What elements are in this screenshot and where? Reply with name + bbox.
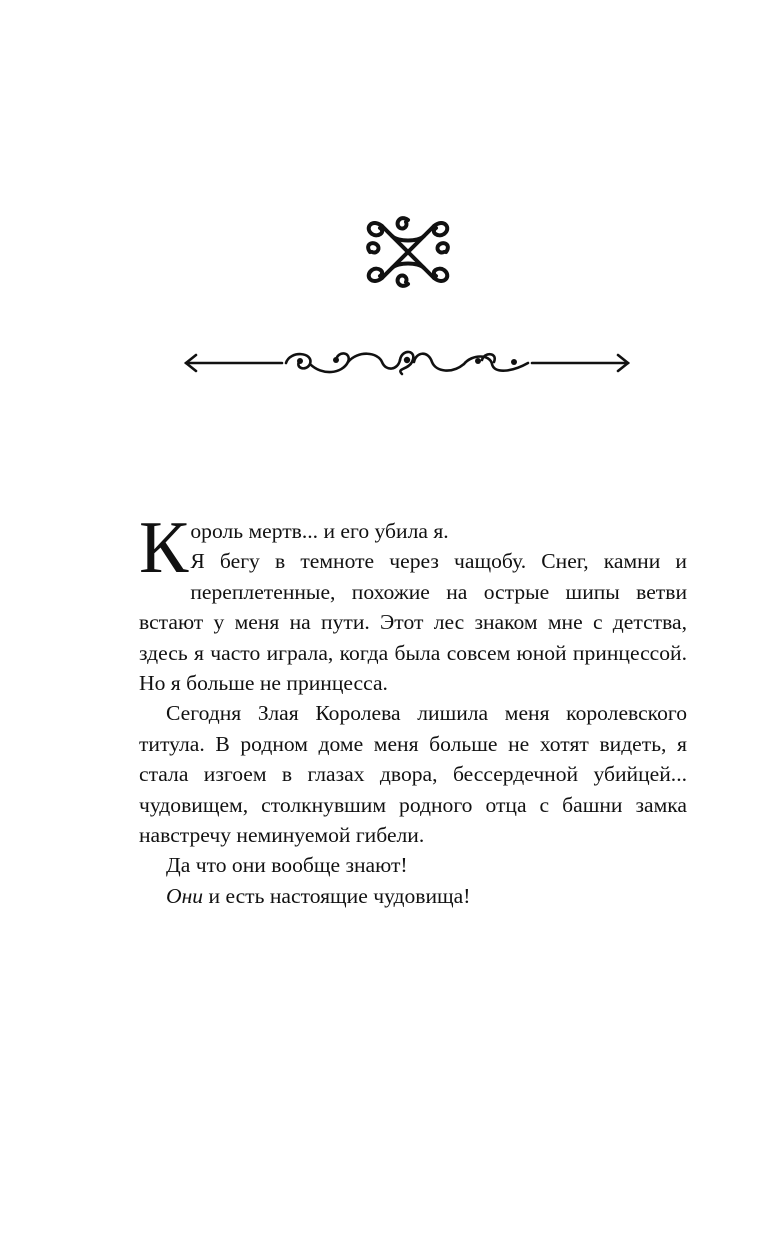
first-line-text: ороль мертв... и его убила я. xyxy=(190,519,449,543)
paragraph-4-text: и есть настоящие чудовища! xyxy=(203,883,471,908)
celtic-knot-ornament-icon xyxy=(362,212,454,292)
chapter-text xyxy=(139,507,687,911)
paragraph-1-text: Я бегу в темноте через чащобу. Снег, камни и переплетенные, похожие на острые шипы ветви встают у меня на пути. Этот лес знаком мне с детства, здесь я часто играла, когда была совсем юной принцессой. Но я больше не принцесса. xyxy=(139,549,687,696)
paragraph-1 xyxy=(139,507,687,698)
drop-cap: К xyxy=(139,507,189,589)
paragraph-3: Да что они вообще знают! xyxy=(166,853,408,878)
paragraph-4 xyxy=(139,881,687,911)
paragraph-2: Сегодня Злая Королева лишила меня королевского титула. В родном доме меня больше не хотят видеть, я стала изгоем в глазах двора, бессердечной убийцей... чудовищем, столкнувшим родного отца с башни замка навстречу неминуемой гибели. xyxy=(139,701,687,848)
italic-word: Они xyxy=(166,883,204,908)
flourish-divider-icon xyxy=(182,340,632,386)
